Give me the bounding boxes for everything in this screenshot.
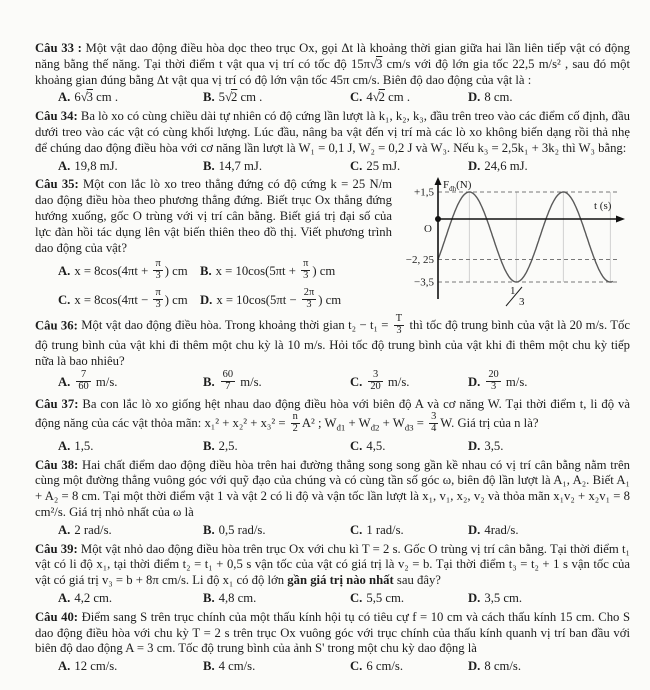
question-33-options — [58, 90, 630, 106]
fraction: $\frac{\pi}{3}$ — [155, 258, 161, 282]
question-35-label: Câu 35: — [35, 177, 79, 192]
option-40-d: D. 8 cm/s. — [468, 659, 521, 674]
option-34-c: C. 25 mJ. — [350, 158, 401, 173]
option-38-c: C. 1 rad/s. — [350, 522, 404, 537]
question-37-options — [58, 439, 630, 455]
option-36-b: B. $\frac{60}{7}$ m/s. — [203, 369, 262, 393]
fraction: $\frac{7}{60}$ — [78, 369, 89, 393]
option-36-a: A. $\frac{7}{60}$ m/s. — [58, 369, 118, 393]
question-33-text: Câu 33 : Một vật dao động điều hòa dọc theo trục Ox, gọi Δt là khoảng thời gian giữa hai lần liên tiếp vật có động năng bằng thế năng. Tại thời điểm t vật qua vị trí có tốc độ 15π√3 cm/s với độ lớn gia tốc 22,5 m/s² , sau đó một khoảng gian đúng bằng Δt vật qua vị trí có độ lớn vận tốc 45π cm/s. Biên độ dao động của vật là : — [35, 41, 631, 87]
svg-text:−3,5: −3,5 — [414, 276, 434, 289]
y-axis-arrow-icon — [435, 177, 442, 185]
fraction: $\frac{3}{4}$ — [431, 411, 437, 435]
svg-text:3: 3 — [519, 296, 525, 308]
option-35-c: C. x = 8cos(4πt − $\frac{\pi}{3}$ ) cm — [58, 287, 188, 311]
option-35-a: A. x = 8cos(4πt + $\frac{\pi}{3}$ ) cm — [58, 258, 188, 282]
option-38-d: D. 4rad/s. — [468, 522, 519, 537]
graph-y-ticks — [406, 187, 435, 289]
fraction: $\frac{\pi}{3}$ — [303, 258, 309, 282]
option-39-a: A. 4,2 cm. — [58, 590, 113, 605]
question-34-text: Câu 34: Ba lò xo có cùng chiều dài tự nhiên có độ cứng lần lượt là k₁, k₂, k₃, đầu trên treo vào các điểm cố định, đầu dưới treo vào các vật có cùng khối lượng. Lúc đầu, nâng ba vật đến vị trí mà các lò xo không biến dạng rồi thả nhẹ để chúng dao động điều hòa với cơ năng lần lượt là W₁ = 0,1 J, W₂ = 0,2 J và W₃. Nếu k₃ = 2,5k₁ + 3k₂ thì W₃ bằng: — [35, 109, 630, 155]
option-40-b: B. 4 cm/s. — [203, 659, 256, 674]
fraction: $\frac{n}{2}$ — [292, 411, 298, 435]
fraction: $\frac{60}{7}$ — [222, 369, 234, 393]
question-36-label: Câu 36: — [35, 318, 78, 333]
svg-text:1: 1 — [510, 285, 516, 298]
question-40-label: Câu 40: — [35, 609, 79, 624]
question-34 — [35, 109, 630, 174]
fraction: $\frac{3}{20}$ — [370, 369, 381, 393]
question-37-label: Câu 37: — [35, 397, 79, 412]
svg-text:−2, 25: −2, 25 — [405, 254, 434, 267]
question-33 — [35, 41, 630, 106]
question-38-text: Câu 38: Hai chất điểm dao động điều hòa trên hai đường thẳng song song gần kề nhau có vị trí cân bằng nằm trên cùng một đường thẳng vuông góc với quỹ đạo của chúng và có cùng tần số góc ω, biên độ lần lượt là A₁, A₂. Biết A₁ + A₂ = 8 cm. Tại một thời điểm vật 1 và vật 2 có li độ và vận tốc lần lượt là x₁, v₁, x₂, v₂ và thỏa mãn x₁v₂ + x₂v₁ = 8 cm²/s. Giá trị nhỏ nhất của ω là — [35, 457, 630, 519]
fraction: $\frac{\pi}{3}$ — [155, 287, 161, 311]
option-34-a: A. 19,8 mJ. — [58, 158, 118, 173]
option-37-c: C. 4,5. — [350, 438, 386, 453]
force-curve — [438, 192, 613, 282]
option-34-d: D. 24,6 mJ. — [468, 158, 528, 173]
graph-y-label: $F_{đh}(N)$ — [443, 179, 472, 194]
option-35-d: D. x = 10cos(5πt − $\frac{2\pi}{3}$ ) cm — [200, 287, 342, 311]
fraction: $\frac{20}{3}$ — [488, 369, 499, 393]
question-39-text: Câu 39: Một vật nhỏ dao động điều hòa trên trục Ox với chu kì T = 2 s. Gốc O trùng vị trí cân bằng. Tại thời điểm t₁ vật có li độ x₁, tại thời điểm t₂ = t₁ + 0,5 s vận tốc của vật có giá trị là v₂ = b. Tại thời điểm t₃ = t₂ + 1 s vận tốc của vật có giá trị v₃ = b + 8π cm/s. Li độ x₁ có độ lớn gần giá trị nào nhất sau đây? — [35, 541, 630, 588]
question-34-label: Câu 34: — [35, 109, 78, 124]
question-35-options — [58, 260, 392, 312]
option-34-b: B. 14,7 mJ. — [203, 158, 262, 173]
question-38-options — [58, 523, 630, 539]
force-time-graph — [398, 175, 630, 312]
question-39-label: Câu 39: — [35, 541, 78, 556]
option-39-d: D. 3,5 cm. — [468, 590, 523, 605]
question-34-options — [58, 159, 630, 175]
origin-label: O — [424, 223, 432, 236]
question-37 — [35, 397, 630, 454]
question-35-text: Câu 35: Một con lắc lò xo treo thẳng đứng có độ cứng k = 25 N/m dao động điều hòa theo phương thẳng đứng. Biết trục Ox thẳng đứng hướng xuống, gốc O trùng với vị trí cân bằng. Biết giá trị đại số của lực đàn hồi tác dụng lên vật biến thiên theo đồ thị. Viết phương trình dao động của vật? — [35, 177, 392, 255]
option-39-b: B. 4,8 cm. — [203, 590, 257, 605]
option-35-b: B. x = 10cos(5πt + $\frac{\pi}{3}$ ) cm — [200, 258, 336, 282]
question-35 — [35, 177, 630, 312]
question-37-text: Câu 37: Ba con lắc lò xo giống hệt nhau dao động điều hòa với biên độ A và cơ năng W. Tại thời điểm t, li độ và động năng của các vật thỏa mãn: x₁² + x₂² + x₃² = $\frac{n}{2}$ A² ; $W_{đ1} + W_{đ2} + W_{đ3}$ = $\frac{3}{4}$ W. Giá trị của n là? — [35, 397, 630, 435]
fraction: $\frac{T}{3}$ — [395, 313, 403, 336]
option-36-c: C. $\frac{3}{20}$ m/s. — [350, 369, 410, 393]
option-37-b: B. 2,5. — [203, 438, 238, 453]
svg-text:+1,5: +1,5 — [414, 186, 434, 199]
option-33-c: C. 4√2 cm . — [350, 90, 411, 105]
question-40-options — [58, 659, 630, 675]
question-36 — [35, 315, 630, 394]
question-36-options — [58, 371, 630, 394]
option-39-c: C. 5,5 cm. — [350, 590, 405, 605]
question-39 — [35, 542, 630, 607]
x-axis-arrow-icon — [616, 216, 625, 223]
question-39-options — [58, 591, 630, 607]
option-33-a: A. 6√3 cm . — [58, 90, 119, 105]
option-37-d: D. 3,5. — [468, 438, 504, 453]
option-40-a: A. 12 cm/s. — [58, 659, 118, 674]
question-36-text: Câu 36: Một vật dao động điều hòa. Trong khoảng thời gian t₂ − t₁ = $\frac{T}{3}$ thì tốc độ trung bình của vật là 20 m/s. Tốc độ trung bình của vật khi đi thêm một chu kỳ là 10 m/s. Hỏi tốc độ trung bình của vật khi đi thêm một chu kỳ tiếp nữa là bao nhiêu? — [35, 313, 631, 368]
option-33-d: D. 8 cm. — [468, 90, 513, 105]
option-38-a: A. 2 rad/s. — [58, 522, 112, 537]
question-38-label: Câu 38: — [35, 457, 79, 472]
fraction: $\frac{2\pi}{3}$ — [303, 287, 315, 311]
option-36-d: D. $\frac{20}{3}$ m/s. — [468, 369, 528, 393]
question-38 — [35, 458, 630, 539]
option-33-b: B. 5√2 cm . — [203, 90, 263, 105]
x-tick-one-third — [506, 285, 525, 307]
option-37-a: A. 1,5. — [58, 438, 94, 453]
question-33-label: Câu 33 : — [35, 41, 82, 55]
origin-dot — [435, 216, 441, 222]
question-40-text: Câu 40: Điểm sang S trên trục chính của một thấu kính hội tụ có tiêu cự f = 10 cm và cách thấu kính 15 cm. Cho S dao động điều hòa với chu kỳ T = 2 s trên trục Ox vuông góc với trục chính của thấu kính quanh vị trí ban đầu với biên độ dao động A = 3 cm. Tốc độ trung bình của ảnh S' trong một chu kỳ dao động là — [35, 609, 630, 656]
question-40 — [35, 610, 630, 675]
graph-x-label: t (s) — [594, 200, 612, 213]
option-38-b: B. 0,5 rad/s. — [203, 522, 266, 537]
option-40-c: C. 6 cm/s. — [350, 659, 403, 674]
